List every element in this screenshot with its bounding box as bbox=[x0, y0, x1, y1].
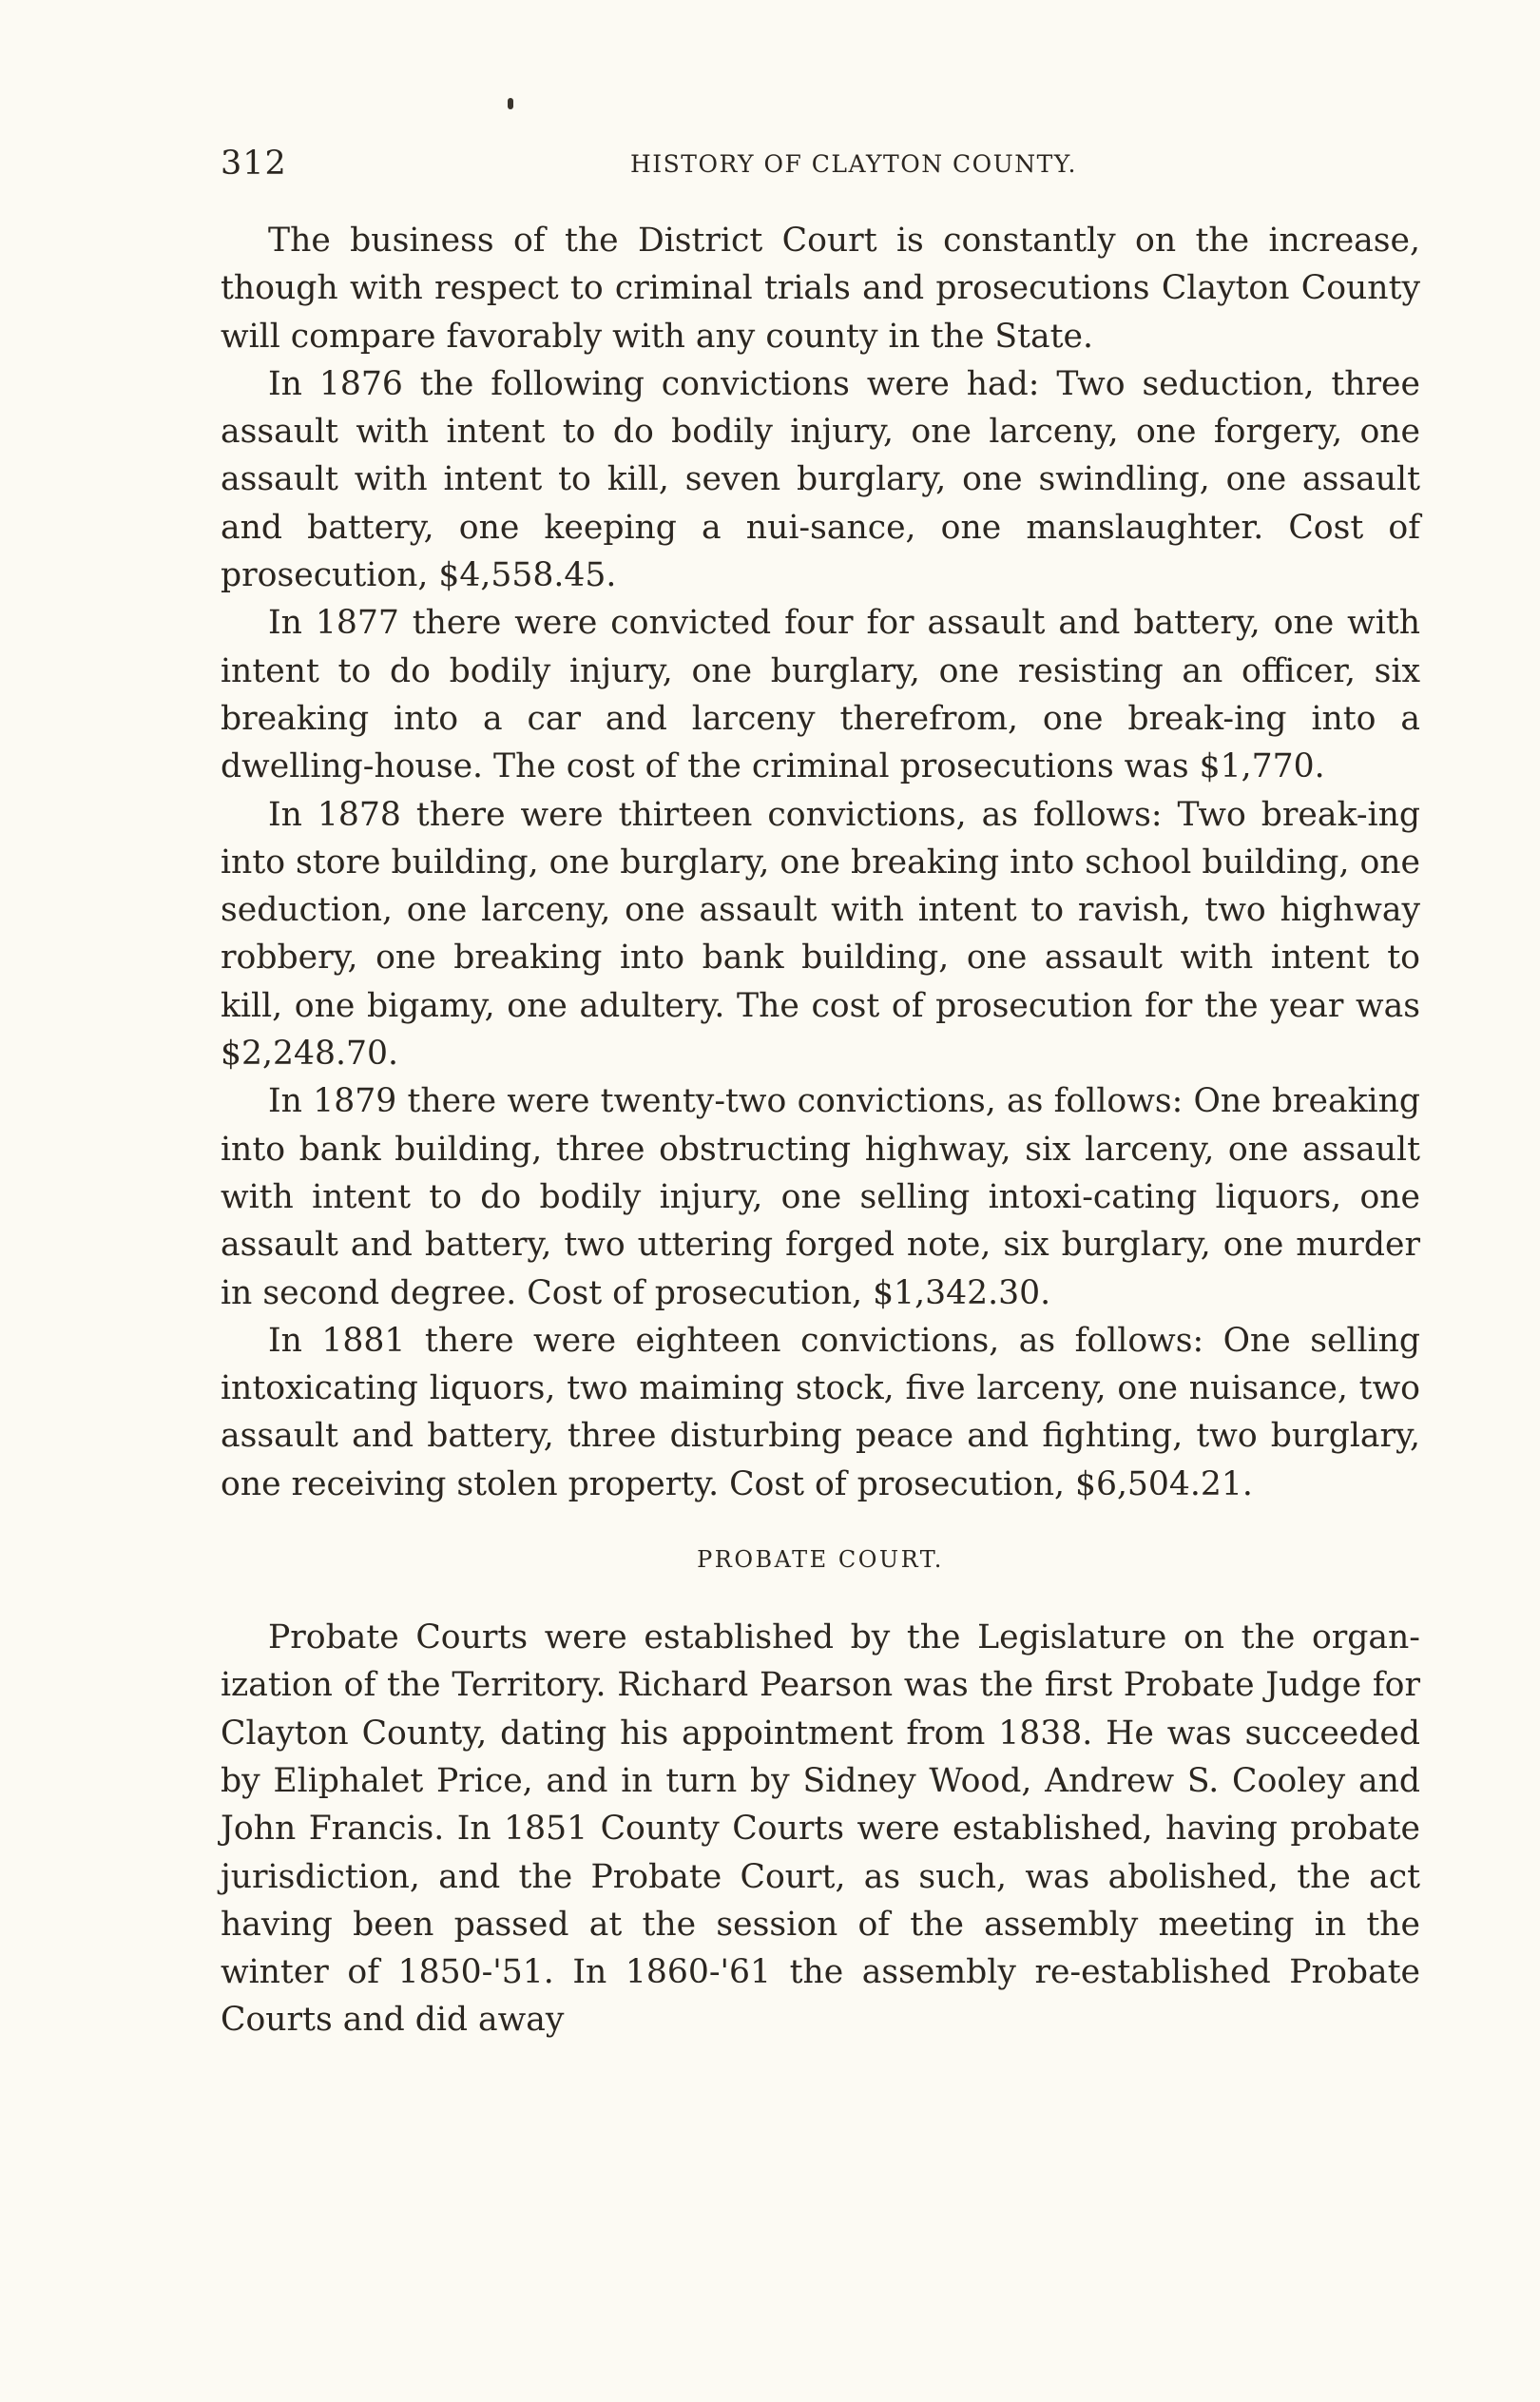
paragraph-1881-convictions: In 1881 there were eighteen convictions, as follows: One selling intoxicating liquors, two maiming stock, five larceny, one nuisance, two assault and battery, three disturbing peace and fighting, two burglary, one receiving stolen property. Cost of prosecution, $6,504.21. bbox=[221, 1321, 1420, 1503]
paragraph-1877-convictions: In 1877 there were convicted four for assault and battery, one with intent to do bodily injury, one burglary, one resisting an officer, six breaking into a car and larceny therefrom, one break-ing into a dwelling-house. The cost of the criminal prosecutions was $1,770. bbox=[221, 604, 1420, 786]
paragraph-1878-convictions: In 1878 there were thirteen convictions, as follows: Two break-ing into store building, one burglary, one breaking into school building, one seduction, one larceny, one assault with intent to ravish, two highway robbery, one breaking into bank building, one assault with intent to kill, one bigamy, one adultery. The cost of prosecution for the year was $2,248.70. bbox=[221, 795, 1420, 1074]
section-heading: PROBATE COURT. bbox=[697, 1546, 944, 1574]
running-head: HISTORY OF CLAYTON COUNTY. bbox=[629, 150, 1077, 178]
paragraph-1876-convictions: In 1876 the following convictions were had: Two seduction, three assault with intent to do bodily injury, one larceny, one forgery, one assault with intent to kill, seven burglary, one swindling, one assault and battery, one keeping a nui-sance, one manslaughter. Cost of prosecution, $4,558.45. bbox=[221, 364, 1420, 595]
paragraph-probate-courts: Probate Courts were established by the Legislature on the organ-ization of the Territory. Richard Pearson was the first Probate Judge for Clayton County, dating his appointment from 1838. He was succeeded by Eliphalet Price, and in turn by Sidney Wood, Andrew S. Cooley and John Francis. In 1851 County Courts were established, having probate jurisdiction, and the Probate Court, as such, was abolished, the act having been passed at the session of the assembly meeting in the winter of 1850-'51. In 1860-'61 the assembly re-established Probate Courts and did away bbox=[221, 1618, 1420, 2040]
page-header bbox=[221, 143, 1420, 190]
paragraph-1879-convictions: In 1879 there were twenty-two convictions, as follows: One breaking into bank building, three obstructing highway, six larceny, one assault with intent to do bodily injury, one selling intoxi-cating liquors, one assault and battery, two uttering forged note, six burglary, one murder in second degree. Cost of prosecution, $1,342.30. bbox=[221, 1082, 1420, 1312]
body-text bbox=[221, 217, 1420, 2044]
paragraph-district-court: The business of the District Court is constantly on the increase, though with respect to criminal trials and prosecutions Clayton County will compare favorably with any county in the State. bbox=[221, 222, 1420, 356]
ink-speck bbox=[508, 98, 513, 109]
page-number: 312 bbox=[221, 145, 287, 183]
